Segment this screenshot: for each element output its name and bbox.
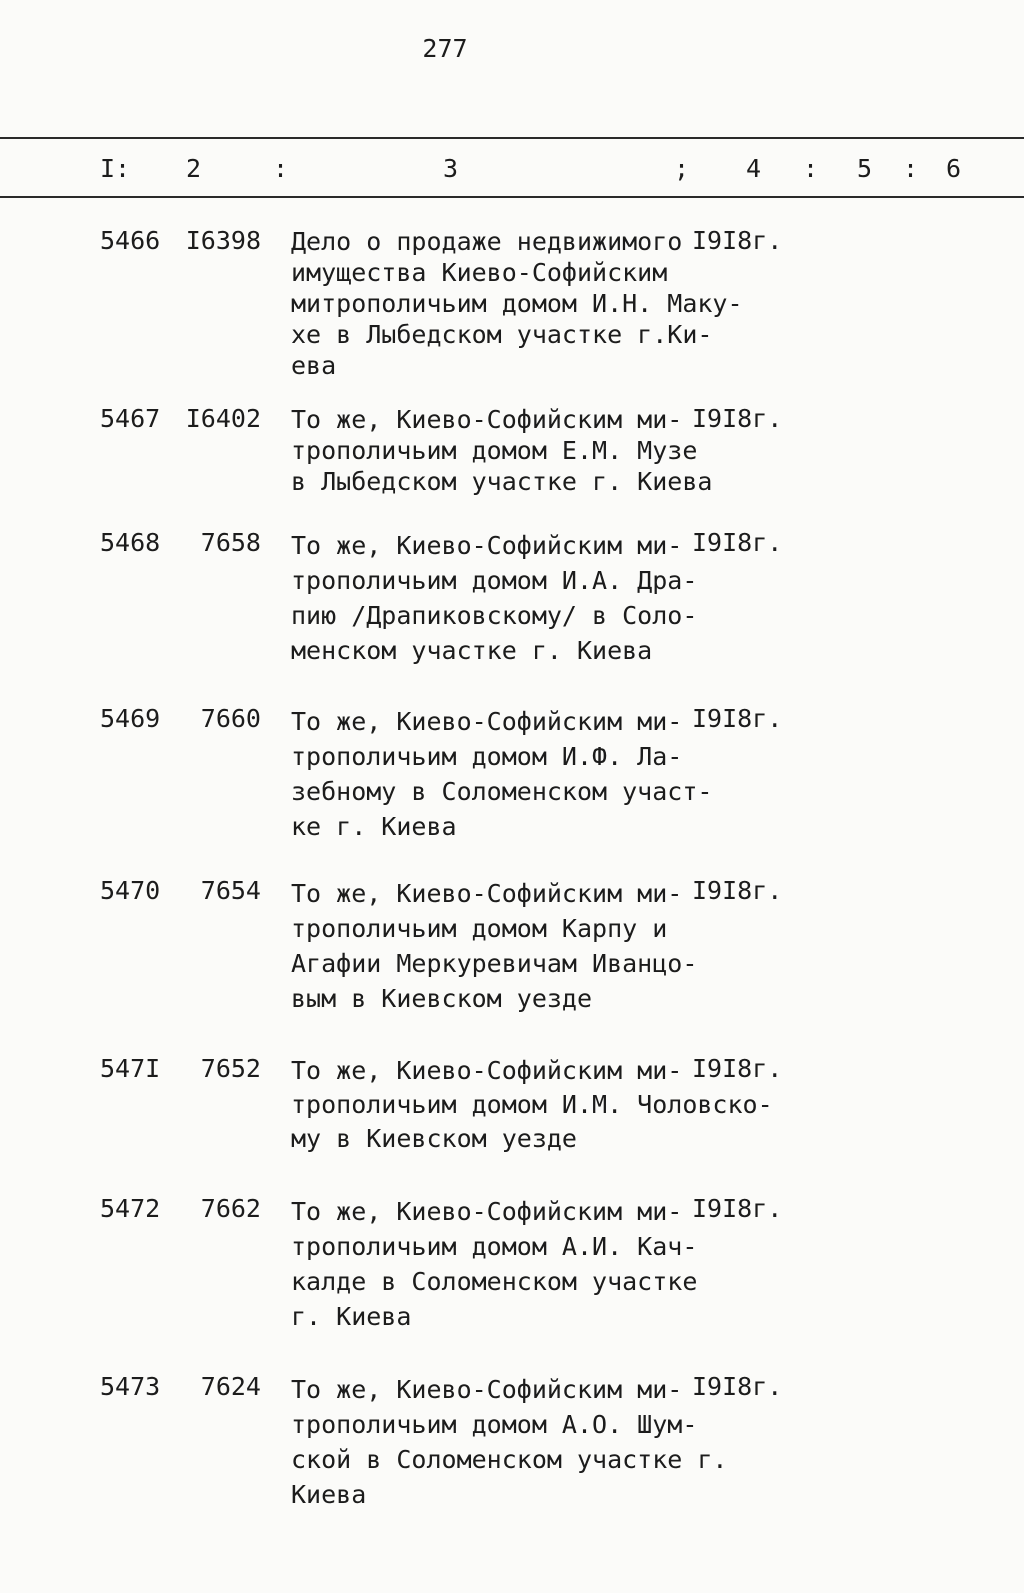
description-line: менском участке г. Киева	[291, 636, 653, 665]
entry-fund-number: 7654	[200, 876, 261, 905]
description-line: в Лыбедском участке г. Киева	[291, 467, 713, 496]
column-separator-2: ;	[674, 154, 690, 183]
column-separator-4: :	[903, 154, 919, 183]
description-line: То же, Киево-Софийским ми-	[291, 405, 683, 434]
entry-number: 5470	[100, 876, 161, 905]
column-header-6: 6	[946, 154, 962, 183]
description-line: имущества Киево-Софийским	[291, 258, 668, 287]
description-line: г. Киева	[291, 1302, 412, 1331]
description-line: То же, Киево-Софийским ми-	[291, 531, 683, 560]
header-rule-top	[0, 137, 1024, 139]
description-line: Агафии Меркуревичам Иванцо-	[291, 949, 698, 978]
entry-year: I9I8г.	[692, 704, 783, 733]
description-line: То же, Киево-Софийским ми-	[291, 707, 683, 736]
entry-number: 5473	[100, 1372, 161, 1401]
entry-description	[291, 876, 721, 1016]
description-line: трополичьим домом А.И. Кач-	[291, 1232, 698, 1261]
entry-number: 5466	[100, 226, 161, 255]
description-line: ской в Соломенском участке г.	[291, 1445, 728, 1474]
column-header-3: 3	[443, 154, 459, 183]
entry-fund-number: 7652	[200, 1054, 261, 1083]
column-header-4: 4	[746, 154, 762, 183]
entry-year: I9I8г.	[692, 876, 783, 905]
entry-year: I9I8г.	[692, 1372, 783, 1401]
entry-fund-number: I6398	[185, 226, 261, 255]
entry-description	[291, 404, 721, 497]
description-line: трополичьим домом А.О. Шум-	[291, 1410, 698, 1439]
entry-fund-number: 7658	[200, 528, 261, 557]
column-separator-3: :	[803, 154, 819, 183]
column-header-2: 2	[186, 154, 202, 183]
description-line: То же, Киево-Софийским ми-	[291, 879, 683, 908]
description-line: митрополичьим домом И.Н. Маку-	[291, 289, 743, 318]
entry-fund-number: I6402	[185, 404, 261, 433]
page-number: 277	[422, 34, 468, 63]
column-separator-1: :	[273, 154, 289, 183]
description-line: пию /Драпиковскому/ в Соло-	[291, 601, 698, 630]
entry-year: I9I8г.	[692, 1054, 783, 1083]
description-line: трополичьим домом И.М. Чоловско-	[291, 1090, 773, 1119]
entry-description	[291, 704, 721, 844]
entry-number: 5467	[100, 404, 161, 433]
entry-year: I9I8г.	[692, 226, 783, 255]
entry-fund-number: 7662	[200, 1194, 261, 1223]
column-header-5: 5	[857, 154, 873, 183]
column-header-1: I:	[100, 154, 131, 183]
entry-number: 547I	[100, 1054, 161, 1083]
entry-number: 5468	[100, 528, 161, 557]
description-line: трополичьим домом Е.М. Музе	[291, 436, 698, 465]
entry-description	[291, 528, 721, 668]
description-line: Киева	[291, 1480, 367, 1509]
description-line: То же, Киево-Софийским ми-	[291, 1375, 683, 1404]
description-line: хе в Лыбедском участке г.Ки-	[291, 320, 713, 349]
entry-description	[291, 1372, 728, 1512]
entry-number: 5469	[100, 704, 161, 733]
description-line: трополичьим домом И.А. Дра-	[291, 566, 698, 595]
description-line: То же, Киево-Софийским ми-	[291, 1197, 683, 1226]
description-line: Дело о продаже недвижимого	[291, 227, 683, 256]
description-line: зебному в Соломенском участ-	[291, 777, 713, 806]
header-rule-bottom	[0, 196, 1024, 198]
description-line: То же, Киево-Софийским ми-	[291, 1056, 683, 1085]
description-line: трополичьим домом И.Ф. Ла-	[291, 742, 683, 771]
description-line: вым в Киевском уезде	[291, 984, 593, 1013]
description-line: ева	[291, 351, 337, 380]
entry-number: 5472	[100, 1194, 161, 1223]
description-line: ке г. Киева	[291, 812, 457, 841]
entry-fund-number: 7660	[200, 704, 261, 733]
description-line: му в Киевском уезде	[291, 1124, 577, 1153]
entry-description	[291, 1194, 721, 1334]
description-line: трополичьим домом Карпу и	[291, 914, 668, 943]
description-line: калде в Соломенском участке	[291, 1267, 698, 1296]
entry-year: I9I8г.	[692, 1194, 783, 1223]
entry-year: I9I8г.	[692, 528, 783, 557]
entry-year: I9I8г.	[692, 404, 783, 433]
entry-fund-number: 7624	[200, 1372, 261, 1401]
